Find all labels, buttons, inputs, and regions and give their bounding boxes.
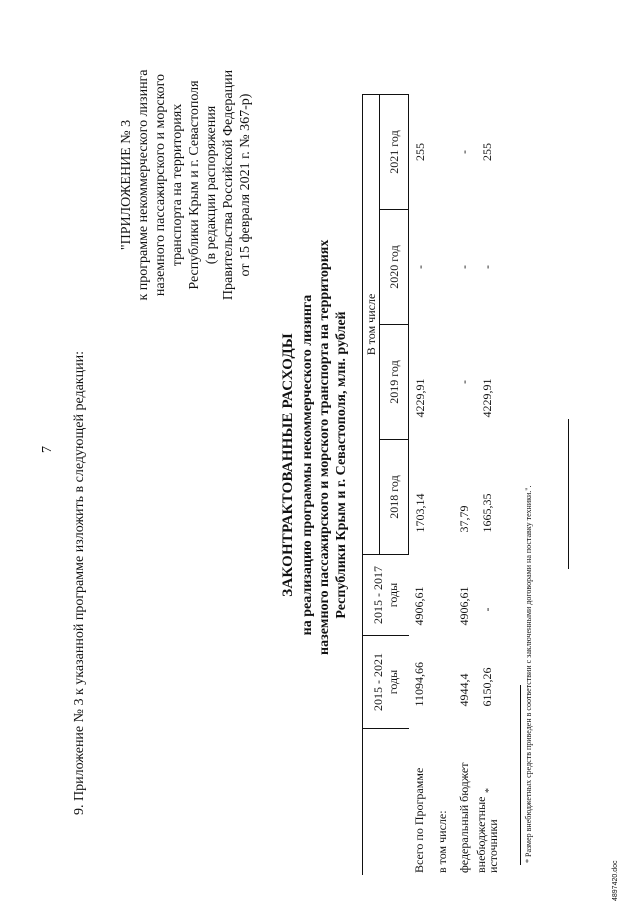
cell-value: -	[412, 265, 427, 269]
cell-period: 4906,61	[456, 586, 471, 626]
row-label: федеральный бюджет	[456, 762, 471, 873]
footnote-divider	[520, 685, 521, 865]
cell-period	[431, 555, 453, 636]
header-total: 2015 - 2021 годы	[363, 636, 409, 729]
header-period: 2015 - 2017 годы	[363, 555, 409, 636]
table-row	[409, 95, 432, 876]
header-year: 2020 год	[380, 210, 409, 325]
cell-value	[431, 440, 453, 555]
header-including: В том числе	[363, 95, 380, 555]
page-number: 7	[40, 446, 55, 453]
footnote-mark: *	[484, 788, 495, 793]
intro-text: 9. Приложение № 3 к указанной программе изложить в следующей редакции:	[72, 351, 87, 815]
end-divider	[568, 419, 569, 569]
row-label	[475, 729, 499, 876]
table-heading	[280, 239, 350, 655]
heading-line: Республики Крым и г. Севастополя, млн. рублей	[334, 311, 349, 619]
heading-line: наземного пассажирского и морского транспорта на территориях	[317, 239, 332, 655]
heading-title: ЗАКОНТРАКТОВАННЫЕ РАСХОДЫ	[280, 333, 296, 597]
cell-value: -	[456, 265, 471, 269]
cell-total	[431, 636, 453, 729]
cell-value: 255	[479, 143, 494, 161]
document-id: 4897420.doc	[612, 860, 619, 901]
table-row	[431, 95, 453, 876]
cell-value: -	[456, 150, 471, 154]
cell-value	[431, 210, 453, 325]
expenses-table	[362, 94, 499, 875]
appendix-block	[118, 25, 254, 345]
appendix-line: транспорта на территориях	[170, 103, 185, 267]
appendix-line: (в редакции распоряжения	[204, 105, 219, 265]
row-label: в том числе:	[434, 810, 449, 873]
header-year: 2021 год	[380, 95, 409, 210]
cell-value: 1665,35	[479, 493, 494, 533]
appendix-line: от 15 февраля 2021 г. № 367-р)	[238, 93, 253, 277]
cell-value	[431, 95, 453, 210]
cell-value: -	[479, 265, 494, 269]
cell-total: 11094,66	[412, 661, 427, 707]
cell-value	[431, 325, 453, 440]
cell-period: -	[479, 607, 494, 612]
appendix-line: Правительства Российской Федерации	[221, 69, 236, 301]
appendix-line: наземного пассажирского и морского	[153, 73, 168, 297]
footnote-text: * Размер внебюджетных средств приведен в соответствии с заключенными договорами на поставку техники.".	[524, 485, 533, 863]
table-row	[475, 95, 499, 876]
cell-total: 6150,26	[479, 667, 494, 707]
cell-value: 1703,14	[412, 493, 427, 533]
row-label: Всего по Программе	[412, 767, 427, 873]
header-year: 2018 год	[380, 440, 409, 555]
header-empty	[363, 729, 409, 876]
row-label-text: внебюджетные источники	[474, 796, 500, 873]
cell-value: 4229,91	[479, 378, 494, 418]
cell-period: 4906,61	[412, 586, 427, 626]
table-row	[453, 95, 475, 876]
appendix-line: Республики Крым и г. Севастополя	[187, 80, 202, 290]
cell-value: -	[456, 380, 471, 384]
cell-value: 4229,91	[412, 378, 427, 418]
cell-value: 37,79	[456, 505, 471, 533]
appendix-line: к программе некоммерческого лизинга	[136, 69, 151, 301]
heading-line: на реализацию программы некоммерческого лизинга	[300, 294, 315, 636]
cell-total: 4944,4	[456, 673, 471, 707]
appendix-line: "ПРИЛОЖЕНИЕ № 3	[119, 119, 134, 251]
header-year: 2019 год	[380, 325, 409, 440]
cell-value: 255	[412, 143, 427, 161]
